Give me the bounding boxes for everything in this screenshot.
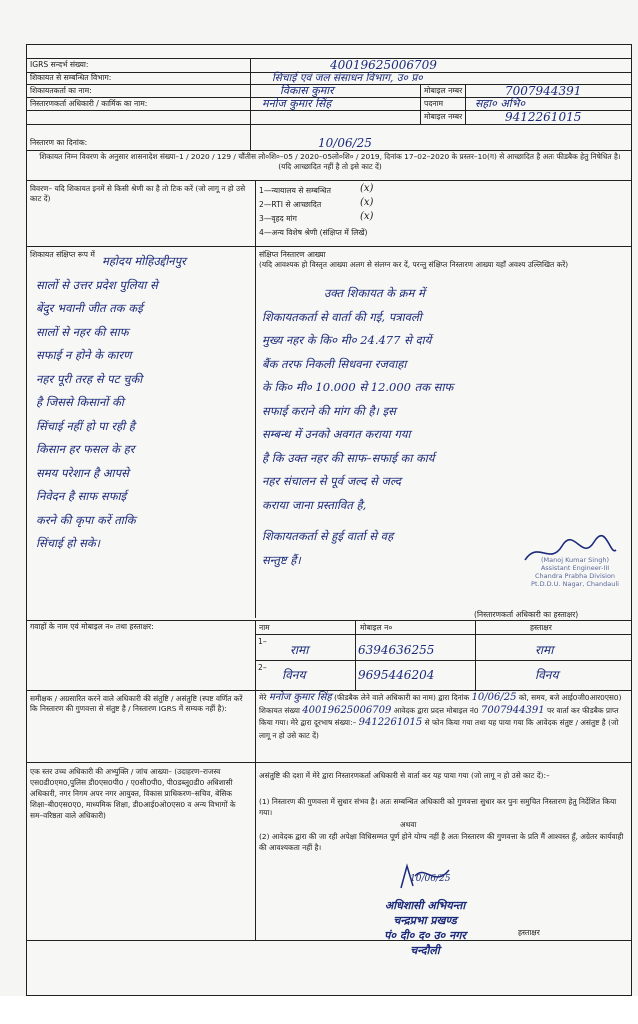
category-item-1: 1—न्यायालय से सम्बन्धित [259,186,331,195]
resolution-line: के कि० मी० 10.000 से 12.000 तक साफ [262,380,454,394]
department-label: शिकायत से सम्बन्धित विभाग: [30,73,112,82]
review-mobile: 7007944391 [480,704,545,716]
divider [420,84,421,124]
complaint-summary-text [36,250,254,556]
category-mark-2: (x) [360,197,374,208]
final-stamp-line: पं० दी० द० उ० नगर [384,929,466,942]
review-text-part: पर वार्ता कर फीडबैक प्राप्त किया गया। मेरे द्वारा दूरभाष संख्या:– [259,705,619,727]
resolution-line: सम्बन्ध में उनको अवगत कराया गया [262,427,411,441]
review-phone: 9412261015 [358,717,423,728]
resolution-line: शिकायतकर्ता से वार्ता की गई, पत्रावली [262,309,422,324]
summary-line: है जिससे किसानों की [36,395,124,409]
stamp-line: Chandra Prabha Division [534,572,616,580]
divider [255,246,256,618]
summary-line: करने की कृपा करें ताकि [36,512,136,527]
witness-2-mobile: 9695446204 [358,668,435,682]
resolution-line: बैंक तरफ निकली सिधवना रजवाहा [262,356,407,371]
divider [26,124,632,125]
review-text-part: (फीडबैक लेने वाले अधिकारी का नाम) द्वारा दिनांक [334,693,470,702]
complainant-value: विकास कुमार [280,84,334,97]
divider [26,690,632,691]
dissatisfied-text: असंतुष्टि की दशा में मेरे द्वारा निस्तारणकर्ता अधिकारी से वार्ता कर यह पाया गया (जो लागू न हो उसे काट दें):– [259,771,550,780]
date-label: निस्तारण का दिनांक: [30,138,88,147]
divider [255,634,632,635]
divider [26,246,632,247]
signature-label: हस्ताक्षर [518,928,540,937]
mobile-label: मोबाइल नम्बर [424,86,463,95]
witness-1-num: 1– [258,637,267,646]
divider [26,180,632,181]
summary-line: सफाई न होने के कारण [36,348,132,362]
review-text-part: से फोन किया गया तथा यह पाया गया कि आवेदक संतुष्ट / असंतुष्ट है (जो लागू न हो उसे काट दें) [259,718,619,740]
final-stamp-line: चन्द्रप्रभा प्रखण्ड [393,914,457,927]
witness-header-sign: हस्ताक्षर [530,623,552,632]
witness-2-sign: विनय [535,668,559,682]
category-item-2: 2—RTI से आच्छादित [259,200,322,209]
divider [26,620,632,621]
divider [26,150,632,151]
divider [475,620,476,690]
summary-line: सालों से उत्तर प्रदेश पुलिया से [36,277,158,292]
stamp-line: Pt.D.D.U. Nagar, Chandauli [531,580,619,588]
review-text-part: मेरे [259,693,267,702]
review-text-part: को, समय, बजे आई0जी0आर0एस0) शिकायत संख्या [259,693,622,715]
divider [355,620,356,690]
officer-sign-label: (निस्तारणकर्ता अधिकारी का हस्ताक्षर) [474,610,579,619]
divider [255,690,256,940]
resolution-line: है कि उक्त नहर की साफ–सफाई का कार्य [262,450,435,465]
complaint-summary-label: शिकायत संक्षिप्त रूप में [30,250,95,259]
summary-line: सिंचाई हो सके। [36,536,101,550]
or-text: अथवा [400,820,417,829]
complainant-label: शिकायतकर्ता का नाम: [30,86,92,95]
resolution-label: संक्षिप्त निस्तारण आख्या [259,250,326,259]
department-value: सिंचाई एवं जल संसाधन विभाग, उ० प्र० [272,72,423,84]
igrs-label: IGRS सन्दर्भ संख्या: [30,60,89,69]
resolution-line: नहर संचालन से पूर्व जल्द से जल्द [262,474,402,488]
review-date: 10/06/25 [471,692,517,703]
igrs-value: 40019625006709 [330,58,437,72]
witness-2-name: विनय [282,668,306,682]
witness-header-name: नाम [259,623,270,632]
review-text-part: आवेदक द्वारा प्रदत्त मोबाइल नं0 [393,705,479,715]
stamp-line: Assistant Engineer-III [540,564,610,572]
resolution-text [262,282,630,572]
resolution-line: सफाई कराने की मांग की है। इस [262,403,396,418]
divider [465,84,466,124]
witness-label: गवाहों के नाम एवं मोबाइल न० तथा हस्ताक्षर: [30,622,154,631]
option-2: (2) आवेदक द्वारा की जा रही अपेक्षा विधिसम्मत पूर्ण होने योग्य नहीं है अतः निस्तारण की गुणवत्ता के प्रति मैं आश्वस्त हूँ, अग्रेतर कार्यवाही की आवश्यकता नहीं है। [259,832,624,852]
witness-2-num: 2– [258,663,267,672]
option-1: (1) निस्तारण की गुणवत्ता में सुधार संभव है। अतः सम्बन्धित अधिकारी को गुणवत्ता सुधार कर पुनः समुचित निस्तारण हेतु निर्देशित किया गया। [259,797,617,817]
scan-margin [0,996,638,1024]
divider [26,940,632,941]
authority-label: एक स्तर उच्च अधिकारी की अभ्युक्ति / जांच आख्या– (उदाहरण–राजस्व एस0डी0एम0,पुलिस डी0एस0पी0 / ए0सी0पी0, पी0डब्लू0डी0 अधिशासी अधिकारी, नगर निगम अपर नगर आयुक्त, विकास प्राधिकरण–सचिव, बेसिक शिक्षा–बी0एस0ए0, माध्यमिक शिक्षा, डी0आई0ओ0एस0 व अन्य विभागों के सम–वरिष्ठता वाले अधिकारी) [30,767,236,820]
resolution-line: उक्त शिकायत के क्रम में [324,286,425,300]
resolution-line: सन्तुष्ट हैं। [262,552,301,567]
officer-stamp [520,556,630,588]
sign-date: 10/06/25 [410,874,451,884]
stamp-line: (Manoj Kumar Singh) [540,556,610,564]
divider [26,58,632,59]
divider [26,762,632,763]
divider [255,660,632,661]
category-mark-3: (x) [360,211,374,222]
resolution-line: शिकायतकर्ता से हुई वार्ता से वह [262,529,394,543]
category-mark-1: (x) [360,183,374,194]
witness-1-mobile: 6394636255 [358,643,435,657]
divider [255,180,256,246]
date-value: 10/06/25 [318,136,372,150]
summary-line: सिंचाई नहीं हो पा रही है [36,418,135,433]
category-item-3: 3—वृहद मांग [259,214,297,223]
category-label: विवरण– यदि शिकायत इनमें से किसी श्रेणी का है तो टिक करें (जो लागू न हो उसे काट दें) [30,184,246,203]
summary-line: महोदय मोहिउद्दीनपुर [102,254,186,268]
officer-value: मनोज कुमार सिंह [262,97,332,110]
officer-label: निस्तारणकर्ता अधिकारी / कार्मिक का नाम: [30,99,148,108]
final-stamp [360,898,490,958]
summary-line: किसान हर फसल के हर [36,442,135,456]
resolution-line: कराया जाना प्रस्तावित है, [262,497,367,512]
divider [255,620,256,690]
resolution-note: (यदि आवश्यक हो विस्तृत आख्या अलग से संलग्न कर दें, परन्तु संक्षिप्त निस्तारण आख्या यहाँ अवश्य उल्लिखित करें) [259,260,569,269]
review-igrs: 40019625006709 [302,704,392,716]
category-item-4: 4—अन्य विशेष श्रेणी (संक्षिप्त में लिखें) [259,228,368,237]
officer-mobile-value: 9412261015 [505,110,582,124]
review-text [259,692,629,742]
mobile-value: 7007944391 [505,84,582,98]
post-value: सहा० अभि० [475,97,526,110]
summary-line: समय परेशान है आपसे [36,465,129,480]
post-label: पदनाम [424,99,444,108]
witness-header-mobile: मोबाइल न० [360,623,393,632]
notice-text: शिकायत निम्न विवरण के अनुसार शासनादेश संख्या–1 / 2020 / 129 / चौंतीस लो०शि०–05 / 2020–05लो०शि० / 2019, दिनांक 17–02–2020 के प्रस्तर–10(ग) से आच्छादित है अतः फीडबैक हेतु निषेधित है। (यदि आच्छादित नहीं है तो इसे काट दें) [39,152,621,171]
divider [250,58,251,150]
witness-1-name: रामा [290,643,309,657]
summary-line: सालों से नहर की साफ [36,324,129,339]
summary-line: बेंदुर भवानी जीत तक कई [36,301,143,315]
final-stamp-line: चन्दौली [410,944,440,957]
review-name: मनोज कुमार सिंह [268,692,332,703]
witness-1-sign: रामा [535,643,554,657]
officer-mobile-label: मोबाइल नम्बर [424,112,463,121]
review-label: समीक्षक / अग्रसारित करने वाले अधिकारी की संतुष्टि / असंतुष्टि (स्पष्ट वर्णित करें कि निस्तारण की गुणवत्ता से संतुष्ट है / निस्तारण IGRS में सम्यक नहीं है): [30,694,243,713]
final-stamp-line: अधिशासी अभियन्ता [384,899,466,912]
summary-line: नहर पूरी तरह से पट चुकी [36,371,143,386]
summary-line: निवेदन है साफ सफाई [36,489,127,503]
resolution-line: मुख्य नहर के कि० मी० 24.477 से दायें [262,333,432,347]
